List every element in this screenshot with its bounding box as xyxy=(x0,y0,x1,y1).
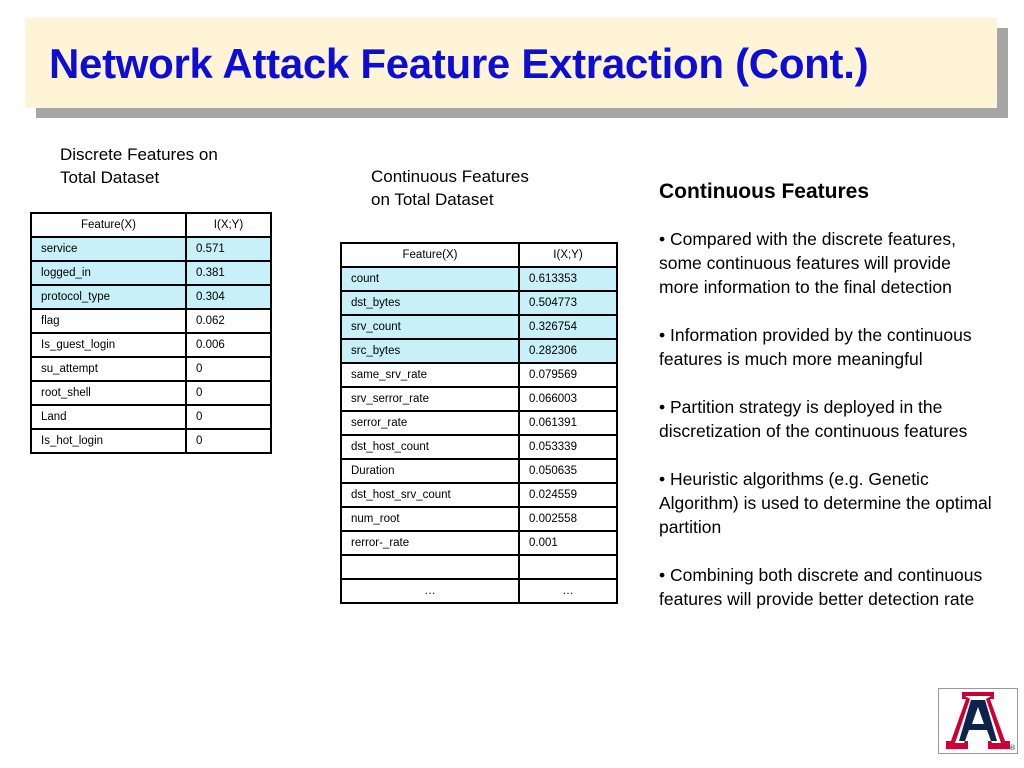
table-row xyxy=(341,579,617,603)
mutual-info-cell: 0.504773 xyxy=(519,291,617,315)
table-row xyxy=(31,381,271,405)
note-bullet-2: • Information provided by the continuous features is much more meaningful xyxy=(659,325,972,369)
table-row xyxy=(31,309,271,333)
table-row xyxy=(31,429,271,453)
mutual-info-cell: 0.001 xyxy=(519,531,617,555)
discrete-features-table xyxy=(30,212,272,454)
table-row xyxy=(341,459,617,483)
registered-mark: ® xyxy=(1009,744,1016,752)
mutual-info-cell: 0.282306 xyxy=(519,339,617,363)
feature-cell: Is_guest_login xyxy=(31,333,186,357)
table-header-row xyxy=(31,213,271,237)
feature-cell: flag xyxy=(31,309,186,333)
table-row xyxy=(341,363,617,387)
mutual-info-cell: 0 xyxy=(186,405,271,429)
continuous-caption-line1: Continuous Features xyxy=(371,167,529,186)
mutual-info-cell: 0.304 xyxy=(186,285,271,309)
mutual-info-cell: 0 xyxy=(186,381,271,405)
note-bullet-3: • Partition strategy is deployed in the discretization of the continuous features xyxy=(659,397,968,441)
mutual-info-cell: … xyxy=(519,579,617,603)
note-bullet-5: • Combining both discrete and continuous features will provide better detection rate xyxy=(659,565,983,609)
feature-cell: root_shell xyxy=(31,381,186,405)
note-bullet-1: • Compared with the discrete features, some continuous features will provide more information to the final detection xyxy=(659,229,956,297)
mutual-info-cell: 0.381 xyxy=(186,261,271,285)
continuous-caption-line2: on Total Dataset xyxy=(371,190,494,209)
feature-cell: dst_host_count xyxy=(341,435,519,459)
continuous-caption xyxy=(371,165,529,211)
mutual-info-cell: 0.024559 xyxy=(519,483,617,507)
table-row xyxy=(31,333,271,357)
table-row xyxy=(341,267,617,291)
column-header-feature: Feature(X) xyxy=(341,243,519,267)
column-header-mutual-info: I(X;Y) xyxy=(519,243,617,267)
column-header-feature: Feature(X) xyxy=(31,213,186,237)
notes-panel xyxy=(659,178,994,635)
table-row xyxy=(341,531,617,555)
feature-cell: Is_hot_login xyxy=(31,429,186,453)
feature-cell: src_bytes xyxy=(341,339,519,363)
table-row xyxy=(341,315,617,339)
table-header-row xyxy=(341,243,617,267)
slide-title: Network Attack Feature Extraction (Cont.) xyxy=(49,40,869,87)
feature-cell: serror_rate xyxy=(341,411,519,435)
feature-cell xyxy=(341,555,519,579)
feature-cell: num_root xyxy=(341,507,519,531)
feature-cell: same_srv_rate xyxy=(341,363,519,387)
table-row xyxy=(341,411,617,435)
table-row xyxy=(341,387,617,411)
table-row xyxy=(31,285,271,309)
mutual-info-cell: 0.061391 xyxy=(519,411,617,435)
block-a-icon xyxy=(939,689,1017,753)
feature-cell: … xyxy=(341,579,519,603)
table-row xyxy=(341,291,617,315)
mutual-info-cell: 0.006 xyxy=(186,333,271,357)
feature-cell: Duration xyxy=(341,459,519,483)
table-row xyxy=(31,261,271,285)
mutual-info-cell: 0.079569 xyxy=(519,363,617,387)
table-row xyxy=(341,507,617,531)
mutual-info-cell: 0.053339 xyxy=(519,435,617,459)
mutual-info-cell: 0.326754 xyxy=(519,315,617,339)
feature-cell: rerror-_rate xyxy=(341,531,519,555)
mutual-info-cell: 0.571 xyxy=(186,237,271,261)
mutual-info-cell: 0.613353 xyxy=(519,267,617,291)
feature-cell: dst_bytes xyxy=(341,291,519,315)
mutual-info-cell: 0.050635 xyxy=(519,459,617,483)
feature-cell: su_attempt xyxy=(31,357,186,381)
feature-cell: dst_host_srv_count xyxy=(341,483,519,507)
table-row xyxy=(31,357,271,381)
note-bullet-4: • Heuristic algorithms (e.g. Genetic Algorithm) is used to determine the optimal partition xyxy=(659,469,992,537)
feature-cell: Land xyxy=(31,405,186,429)
mutual-info-cell: 0.002558 xyxy=(519,507,617,531)
discrete-caption-line1: Discrete Features on xyxy=(60,145,218,164)
university-of-arizona-logo xyxy=(938,688,1018,754)
mutual-info-cell: 0 xyxy=(186,357,271,381)
table-row xyxy=(31,405,271,429)
feature-cell: count xyxy=(341,267,519,291)
discrete-caption-line2: Total Dataset xyxy=(60,168,160,187)
table-row xyxy=(341,435,617,459)
mutual-info-cell: 0.062 xyxy=(186,309,271,333)
feature-cell: srv_count xyxy=(341,315,519,339)
mutual-info-cell: 0 xyxy=(186,429,271,453)
mutual-info-cell: 0.066003 xyxy=(519,387,617,411)
table-row xyxy=(341,555,617,579)
column-header-mutual-info: I(X;Y) xyxy=(186,213,271,237)
table-row xyxy=(31,237,271,261)
mutual-info-cell xyxy=(519,555,617,579)
notes-heading: Continuous Features xyxy=(659,180,870,203)
table-row xyxy=(341,483,617,507)
continuous-features-table xyxy=(340,242,618,604)
discrete-caption xyxy=(60,143,218,189)
feature-cell: service xyxy=(31,237,186,261)
title-banner xyxy=(25,18,997,108)
feature-cell: logged_in xyxy=(31,261,186,285)
feature-cell: srv_serror_rate xyxy=(341,387,519,411)
table-row xyxy=(341,339,617,363)
feature-cell: protocol_type xyxy=(31,285,186,309)
